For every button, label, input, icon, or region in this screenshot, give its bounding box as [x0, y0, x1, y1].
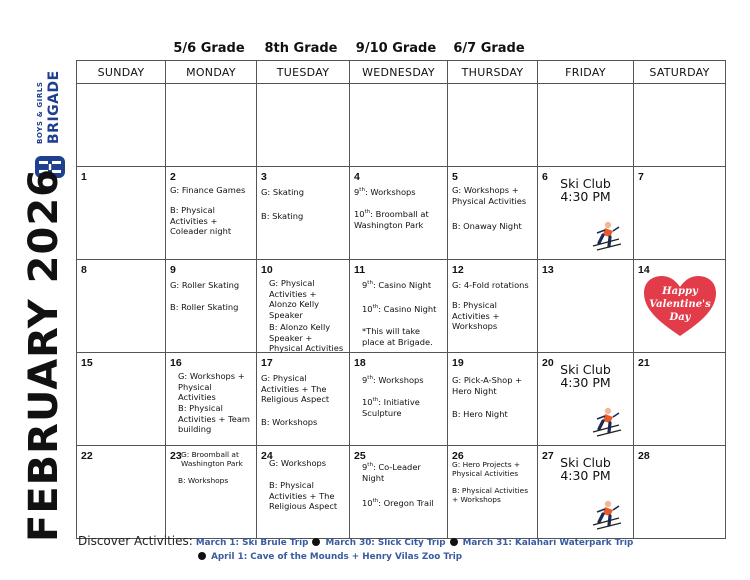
- date-number: 22: [81, 450, 93, 462]
- day-cell: [257, 446, 350, 539]
- week-row: [77, 353, 726, 446]
- skier-icon: [589, 405, 623, 439]
- day-cell: [634, 353, 726, 446]
- svg-text:Valentine's: Valentine's: [649, 299, 711, 310]
- svg-text:Day: Day: [669, 312, 691, 323]
- event-girls: G: Pick-A-Shop + Hero Night: [452, 375, 523, 396]
- day-cell: [634, 446, 726, 539]
- weekday-header: FRIDAY: [538, 61, 634, 84]
- date-number: 18: [354, 357, 366, 369]
- event-girls: G: Workshops + Physical Activities: [452, 185, 527, 206]
- valentine-heart-icon: [642, 274, 718, 340]
- date-number: 26: [452, 450, 464, 462]
- event-boys: 10th: Oregon Trail: [362, 498, 434, 508]
- day-cell: [634, 167, 726, 260]
- date-number: 11: [354, 264, 366, 276]
- event-boys: B: Physical Activities + The Religious Aspect: [269, 480, 338, 512]
- date-number: 4: [354, 171, 360, 183]
- day-cell: [538, 446, 634, 539]
- bullet-icon: [198, 552, 206, 560]
- event-girls: G: Hero Projects + Physical Activities: [452, 460, 521, 479]
- date-number: 2: [170, 171, 176, 183]
- skier-icon: [589, 498, 623, 532]
- bullet-icon: [312, 538, 320, 546]
- event-note: *This will take place at Brigade.: [362, 326, 433, 347]
- day-cell-empty: [257, 84, 350, 167]
- skier-icon: [589, 219, 623, 253]
- event-girls: G: Skating: [261, 187, 304, 197]
- day-cell: [350, 260, 448, 353]
- date-number: 24: [261, 450, 273, 462]
- brand-line1: BOYS & GIRLS: [36, 81, 44, 144]
- date-number: 27: [542, 450, 554, 462]
- calendar-grid: [76, 60, 726, 539]
- weekday-header: SUNDAY: [77, 61, 166, 84]
- day-cell-empty: [634, 84, 726, 167]
- weekday-header: WEDNESDAY: [350, 61, 448, 84]
- day-cell: [350, 167, 448, 260]
- month-title: FEBRUARY 2026: [21, 168, 67, 542]
- week-row: [77, 446, 726, 539]
- date-number: 7: [638, 171, 644, 183]
- brand-line2: BRIGADE: [46, 70, 62, 144]
- day-cell-empty: [538, 84, 634, 167]
- day-cell-empty: [350, 84, 448, 167]
- ski-club-event: Ski Club 4:30 PM: [560, 176, 611, 204]
- day-cell: [448, 353, 538, 446]
- event-girls: G: Workshops: [269, 458, 327, 468]
- date-number: 12: [452, 264, 464, 276]
- event-boys: B: Workshops: [261, 417, 318, 427]
- event-boys: 10th: Initiative Sculpture: [362, 397, 420, 418]
- day-cell: [538, 167, 634, 260]
- event-boys: B: Physical Activities + Coleader night: [170, 205, 232, 237]
- day-cell: [538, 353, 634, 446]
- day-cell: [77, 260, 166, 353]
- date-number: 17: [261, 357, 273, 369]
- event-boys: 10th: Broomball at Washington Park: [354, 209, 429, 230]
- weekday-header: SATURDAY: [634, 61, 726, 84]
- grade-thursday: 6/7 Grade: [453, 41, 525, 56]
- date-number: 21: [638, 357, 650, 369]
- grade-monday: 5/6 Grade: [173, 41, 245, 56]
- trip-item: March 1: Ski Brule Trip: [195, 538, 309, 548]
- day-cell-empty: [448, 84, 538, 167]
- date-number: 6: [542, 171, 548, 183]
- event-girls: 9th: Workshops: [362, 375, 424, 385]
- day-cell: [257, 260, 350, 353]
- date-number: 28: [638, 450, 650, 462]
- grade-wednesday: 9/10 Grade: [355, 41, 437, 56]
- empty-week-row: [77, 84, 726, 167]
- day-cell: [448, 167, 538, 260]
- weekday-header-row: [77, 61, 726, 84]
- event-boys: B: Onaway Night: [452, 221, 522, 231]
- week-row: [77, 260, 726, 353]
- event-girls: G: Roller Skating: [170, 280, 240, 290]
- event-girls: G: Physical Activities + Alonzo Kelly Speaker: [269, 278, 320, 320]
- event-boys: B: Physical Activities + Workshops: [452, 486, 529, 505]
- event-girls: 9th: Workshops: [354, 187, 416, 197]
- date-number: 19: [452, 357, 464, 369]
- event-boys: B: Skating: [261, 211, 304, 221]
- date-number: 14: [638, 264, 650, 276]
- date-number: 16: [170, 357, 182, 369]
- day-cell-empty: [77, 84, 166, 167]
- day-cell: [77, 167, 166, 260]
- week-row: [77, 167, 726, 260]
- weekday-header: MONDAY: [166, 61, 257, 84]
- date-number: 13: [542, 264, 554, 276]
- event-boys: 10th: Casino Night: [362, 304, 437, 314]
- event-boys: B: Workshops: [178, 476, 229, 485]
- svg-text:Happy: Happy: [662, 286, 698, 297]
- weekday-header: THURSDAY: [448, 61, 538, 84]
- event-girls: 9th: Casino Night: [362, 280, 432, 290]
- discover-activities: [78, 534, 738, 562]
- date-number: 1: [81, 171, 87, 183]
- date-number: 9: [170, 264, 176, 276]
- date-number: 10: [261, 264, 273, 276]
- day-cell-empty: [166, 84, 257, 167]
- day-cell: [257, 167, 350, 260]
- event-girls: G: Physical Activities + The Religious Aspect: [261, 373, 330, 405]
- ski-club-event: Ski Club 4:30 PM: [560, 362, 611, 390]
- ski-club-event: Ski Club 4:30 PM: [560, 455, 611, 483]
- trip-item: March 30: Slick City Trip: [325, 538, 446, 548]
- day-cell: [166, 167, 257, 260]
- day-cell: [634, 260, 726, 353]
- event-boys: B: Physical Activities + Team building: [178, 403, 251, 435]
- date-number: 3: [261, 171, 267, 183]
- day-cell: [166, 446, 257, 539]
- date-number: 5: [452, 171, 458, 183]
- event-boys: B: Physical Activities + Workshops: [452, 300, 500, 332]
- event-boys: B: Alonzo Kelly Speaker + Physical Activities: [269, 322, 344, 354]
- grade-tuesday: 8th Grade: [264, 41, 338, 56]
- trip-item: March 31: Kalahari Waterpark Trip: [462, 538, 634, 548]
- event-boys: B: Hero Night: [452, 409, 508, 419]
- brand-wordmark: [28, 58, 68, 148]
- bullet-icon: [450, 538, 458, 546]
- day-cell: [350, 353, 448, 446]
- day-cell: [538, 260, 634, 353]
- date-number: 23: [170, 450, 182, 462]
- day-cell: [166, 353, 257, 446]
- day-cell: [448, 260, 538, 353]
- day-cell: [350, 446, 448, 539]
- date-number: 15: [81, 357, 93, 369]
- event-girls: G: 4-Fold rotations: [452, 280, 529, 290]
- event-girls: G: Finance Games: [170, 185, 246, 195]
- day-cell: [166, 260, 257, 353]
- weekday-header: TUESDAY: [257, 61, 350, 84]
- date-number: 8: [81, 264, 87, 276]
- event-girls: G: Broomball at Washington Park: [181, 450, 243, 469]
- day-cell: [77, 353, 166, 446]
- event-boys: B: Roller Skating: [170, 302, 239, 312]
- day-cell: [257, 353, 350, 446]
- date-number: 25: [354, 450, 366, 462]
- day-cell: [77, 446, 166, 539]
- event-girls: 9th: Co-Leader Night: [362, 462, 421, 483]
- event-girls: G: Workshops + Physical Activities: [178, 371, 245, 403]
- discover-label: Discover Activities:: [78, 534, 193, 548]
- trip-item: April 1: Cave of the Mounds + Henry Vilas Zoo Trip: [211, 552, 463, 562]
- date-number: 20: [542, 357, 554, 369]
- day-cell: [448, 446, 538, 539]
